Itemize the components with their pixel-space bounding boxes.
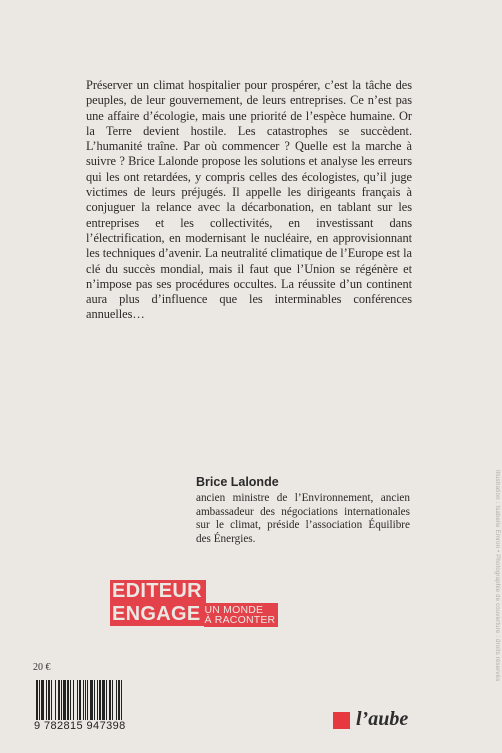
isbn-number: 9 782815 947398	[34, 720, 172, 732]
logo-tagline-1: UN MONDE	[204, 604, 264, 616]
back-cover-blurb: Préserver un climat hospitalier pour prospérer, c’est la tâche des peuples, de leur gouvernement, de leurs entreprises. Ce n’est pas une affaire d’écologie, mais une priorité de l’espèce humaine. Or la Terre devient hostile. Les catastrophes se succèdent. L’humanité traîne. Par où commencer ? Quelle est la marche à suivre ? Brice Lalonde propose les solutions et analyse les erreurs qui les ont retardées, y compris celles des écologistes, qu’il juge victimes de leurs préjugés. Il appelle les dirigeants français à conjuguer la relance avec la décarbonation, en tablant sur les entreprises et les collectivités, en investissant dans l’électrification, en modernisant le nucléaire, en approvisionnant les techniques d’avenir. La neutralité climatique de l’Europe est la clé du succès mondial, mais il faut que l’Union se régénère et n’impose pas ses procédures occultes. La réussite d’un continent aura plus d’influence que les interminables conférences annuelles…	[86, 78, 412, 322]
logo-tagline	[204, 603, 278, 627]
price: 20 €	[33, 662, 51, 673]
publisher-logo-square	[333, 712, 350, 729]
publisher-name: l’aube	[356, 708, 409, 730]
author-bio: ancien ministre de l’Environnement, ancien ambassadeur des négociations internationales sur le climat, préside l’association Équilibre des Énergies.	[196, 492, 410, 546]
author-name: Brice Lalonde	[196, 475, 279, 489]
collection-logo	[110, 580, 278, 627]
logo-line-engage: ENGAGE	[110, 603, 204, 626]
logo-tagline-2: À RACONTER	[204, 614, 276, 626]
cover-credit: Illustration : Isabelle Emron • Photographie de couverture : droits réservés	[494, 470, 500, 682]
logo-line-editeur: EDITEUR	[110, 580, 206, 603]
